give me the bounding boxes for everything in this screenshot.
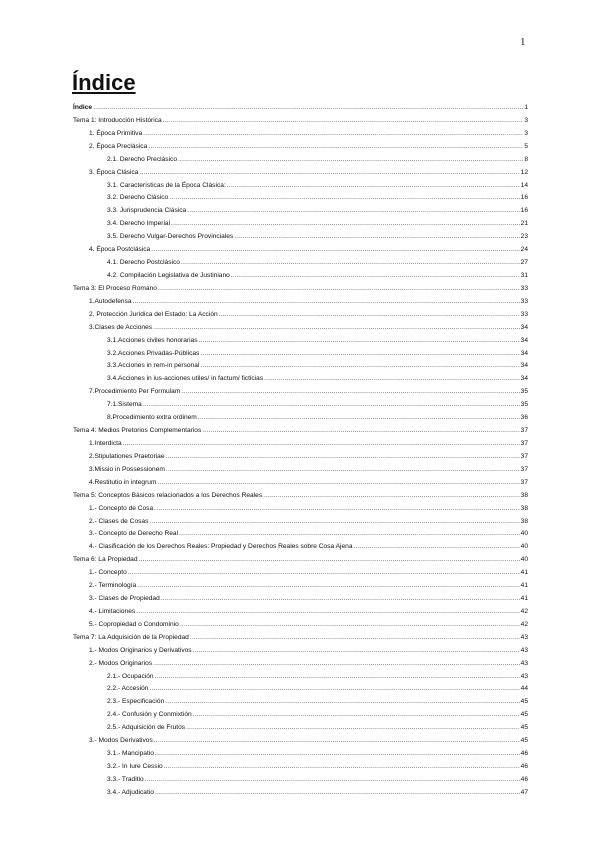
toc-entry-label: 2.5.- Adquisición de Frutos bbox=[107, 724, 186, 732]
toc-entry-page: 45 bbox=[520, 711, 528, 719]
toc-entry-label: Tema 3: El Proceso Romano bbox=[73, 284, 157, 292]
toc-entry[interactable] bbox=[73, 477, 528, 490]
dot-leader bbox=[145, 774, 520, 787]
toc-entry[interactable] bbox=[73, 567, 528, 580]
toc-entry-label: 3.4. Derecho Imperial bbox=[107, 220, 171, 228]
dot-leader bbox=[180, 619, 520, 632]
toc-entry-page: 24 bbox=[520, 246, 528, 254]
toc-entry-page: 33 bbox=[520, 284, 528, 292]
toc-entry-label: 5.- Copropiedad o Condominio bbox=[89, 620, 179, 628]
dot-leader bbox=[169, 192, 519, 205]
table-of-contents bbox=[73, 102, 528, 800]
dot-leader bbox=[181, 257, 520, 270]
toc-entry-label: 2.- Clases de Cosas bbox=[89, 517, 149, 525]
toc-entry[interactable] bbox=[73, 632, 528, 645]
toc-entry[interactable] bbox=[73, 774, 528, 787]
dot-leader bbox=[187, 205, 519, 218]
dot-leader bbox=[190, 632, 520, 645]
dot-leader bbox=[231, 270, 520, 283]
toc-entry-label: 2.3.- Especificación bbox=[107, 698, 165, 706]
toc-entry-label: 3.3.Acciones in rem-in personal bbox=[107, 362, 200, 370]
toc-entry-page: 8 bbox=[524, 155, 528, 163]
toc-entry-page: 3 bbox=[524, 116, 528, 124]
toc-entry-page: 12 bbox=[520, 168, 528, 176]
toc-entry[interactable] bbox=[73, 425, 528, 438]
toc-entry-label: 2.- Modos Originarios bbox=[89, 659, 153, 667]
toc-entry-page: 21 bbox=[520, 220, 528, 228]
toc-entry-page: 31 bbox=[520, 271, 528, 279]
toc-entry-page: 37 bbox=[520, 427, 528, 435]
dot-leader bbox=[154, 503, 520, 516]
dot-leader bbox=[133, 296, 520, 309]
dot-leader bbox=[264, 373, 520, 386]
toc-entry-page: 34 bbox=[520, 323, 528, 331]
toc-entry-page: 27 bbox=[520, 259, 528, 267]
toc-entry[interactable] bbox=[73, 619, 528, 632]
toc-entry[interactable] bbox=[73, 554, 528, 567]
toc-entry-page: 37 bbox=[520, 439, 528, 447]
dot-leader bbox=[149, 683, 519, 696]
toc-entry-page: 5 bbox=[524, 142, 528, 150]
toc-entry-label: 3.1.- Mancipatio bbox=[107, 750, 154, 758]
dot-leader bbox=[137, 580, 519, 593]
toc-entry[interactable] bbox=[73, 735, 528, 748]
toc-entry[interactable] bbox=[73, 154, 528, 167]
toc-entry[interactable] bbox=[73, 451, 528, 464]
toc-entry-page: 45 bbox=[520, 724, 528, 732]
dot-leader bbox=[199, 335, 520, 348]
toc-entry-page: 40 bbox=[520, 543, 528, 551]
toc-entry-page: 43 bbox=[520, 672, 528, 680]
toc-entry[interactable] bbox=[73, 257, 528, 270]
toc-entry-label: 3.2.Acciones Privadas-Públicas bbox=[107, 349, 200, 357]
toc-entry-page: 38 bbox=[520, 491, 528, 499]
dot-leader bbox=[165, 696, 519, 709]
toc-entry-label: 1.- Concepto bbox=[89, 569, 127, 577]
dot-leader bbox=[153, 322, 520, 335]
toc-entry[interactable] bbox=[73, 386, 528, 399]
toc-entry[interactable] bbox=[73, 399, 528, 412]
toc-entry-label: Tema 4: Medios Pretorios Complementarios bbox=[73, 427, 202, 435]
toc-entry-page: 14 bbox=[520, 181, 528, 189]
toc-entry-page: 38 bbox=[520, 517, 528, 525]
toc-entry-label: 3.3. Jurisprudencia Clásica bbox=[107, 207, 187, 215]
toc-entry-label: 1. Época Primitiva bbox=[89, 129, 143, 137]
dot-leader bbox=[166, 451, 520, 464]
toc-entry-page: 40 bbox=[520, 556, 528, 564]
dot-leader bbox=[149, 516, 519, 529]
dot-leader bbox=[202, 425, 519, 438]
toc-entry[interactable] bbox=[73, 231, 528, 244]
dot-leader bbox=[155, 787, 520, 800]
toc-entry[interactable] bbox=[73, 192, 528, 205]
toc-entry[interactable] bbox=[73, 180, 528, 193]
dot-leader bbox=[153, 658, 520, 671]
toc-entry-label: Tema 1: Introducción Histórica bbox=[73, 116, 162, 124]
toc-entry-label: Tema 5: Conceptos Básicos relacionados a los Derechos Reales bbox=[73, 491, 263, 499]
toc-entry-label: 3.5. Derecho Vulgar-Derechos Provinciales bbox=[107, 233, 234, 241]
dot-leader bbox=[178, 154, 523, 167]
dot-leader bbox=[139, 167, 519, 180]
dot-leader bbox=[164, 761, 520, 774]
toc-entry-label: 8.Procedimiento extra ordinem bbox=[107, 414, 197, 422]
toc-entry[interactable] bbox=[73, 490, 528, 503]
toc-entry[interactable] bbox=[73, 748, 528, 761]
toc-entry[interactable] bbox=[73, 309, 528, 322]
toc-entry[interactable] bbox=[73, 141, 528, 154]
toc-entry-label: 4.- Limitaciones bbox=[89, 607, 136, 615]
toc-entry[interactable] bbox=[73, 218, 528, 231]
dot-leader bbox=[179, 528, 520, 541]
dot-leader bbox=[148, 141, 523, 154]
toc-entry-page: 45 bbox=[520, 698, 528, 706]
toc-entry[interactable] bbox=[73, 128, 528, 141]
dot-leader bbox=[143, 128, 523, 141]
dot-leader bbox=[200, 360, 519, 373]
dot-leader bbox=[227, 180, 520, 193]
toc-entry-page: 37 bbox=[520, 478, 528, 486]
toc-entry-label: 2.1. Derecho Preclásico bbox=[107, 155, 178, 163]
toc-entry-page: 46 bbox=[520, 775, 528, 783]
toc-entry[interactable] bbox=[73, 322, 528, 335]
dot-leader bbox=[200, 348, 519, 361]
dot-leader bbox=[354, 541, 520, 554]
toc-entry-page: 3 bbox=[524, 129, 528, 137]
dot-leader bbox=[157, 477, 519, 490]
dot-leader bbox=[128, 567, 520, 580]
toc-entry-label: 3. Época Clásica bbox=[89, 168, 139, 176]
page-number: 1 bbox=[520, 36, 526, 48]
toc-entry-label: 2.1.- Ocupación bbox=[107, 672, 154, 680]
toc-entry[interactable] bbox=[73, 335, 528, 348]
toc-entry-label: 3.2. Derecho Clásico bbox=[107, 194, 169, 202]
toc-entry-label: 4. Época Postclásica bbox=[89, 246, 151, 254]
toc-entry-label: 2. Protección Jurídica del Estado: La Acción bbox=[89, 310, 218, 318]
toc-entry[interactable] bbox=[73, 283, 528, 296]
toc-entry-label: 3.4.Acciones in ius-acciones utiles/ in factum/ ficticias bbox=[107, 375, 264, 383]
toc-entry-page: 46 bbox=[520, 750, 528, 758]
toc-entry[interactable] bbox=[73, 167, 528, 180]
toc-entry[interactable] bbox=[73, 438, 528, 451]
toc-entry-label: 3.Missio in Possessionem bbox=[89, 465, 165, 473]
toc-entry[interactable] bbox=[73, 528, 528, 541]
toc-entry[interactable] bbox=[73, 503, 528, 516]
toc-entry[interactable] bbox=[73, 348, 528, 361]
dot-leader bbox=[139, 554, 520, 567]
toc-entry-label: 7.Procedimiento Per Formulam bbox=[89, 388, 181, 396]
toc-entry-page: 16 bbox=[520, 207, 528, 215]
dot-leader bbox=[181, 386, 519, 399]
toc-entry[interactable] bbox=[73, 671, 528, 684]
dot-leader bbox=[263, 490, 520, 503]
toc-entry-label: 2.Stipulationes Praetoriae bbox=[89, 452, 165, 460]
toc-entry[interactable] bbox=[73, 115, 528, 128]
toc-entry-page: 40 bbox=[520, 530, 528, 538]
toc-entry-label: 1.Autodefensa bbox=[89, 297, 132, 305]
toc-entry-label: 3.4.- Adjudicatio bbox=[107, 788, 154, 796]
dot-leader bbox=[163, 115, 524, 128]
toc-entry[interactable] bbox=[73, 296, 528, 309]
dot-leader bbox=[93, 102, 523, 115]
toc-entry-label: 1.Interdicta bbox=[89, 439, 122, 447]
toc-entry-label: 3.- Concepto de Derecho Real bbox=[89, 530, 179, 538]
toc-entry-page: 43 bbox=[520, 633, 528, 641]
page-title: Índice bbox=[72, 70, 136, 95]
toc-entry-page: 33 bbox=[520, 310, 528, 318]
toc-entry-page: 41 bbox=[520, 569, 528, 577]
toc-entry-label: Índice bbox=[73, 104, 93, 111]
toc-entry[interactable] bbox=[73, 412, 528, 425]
toc-entry-page: 37 bbox=[520, 465, 528, 473]
dot-leader bbox=[198, 412, 520, 425]
toc-entry[interactable] bbox=[73, 270, 528, 283]
toc-entry[interactable] bbox=[73, 516, 528, 529]
toc-entry-label: 7.1.Sistema bbox=[107, 401, 142, 409]
toc-entry[interactable] bbox=[73, 464, 528, 477]
toc-entry-label: 3.Clases de Acciones bbox=[89, 323, 153, 331]
dot-leader bbox=[155, 671, 520, 684]
dot-leader bbox=[171, 218, 520, 231]
toc-entry-label: 4.1. Derecho Postclásico bbox=[107, 259, 180, 267]
toc-entry-page: 46 bbox=[520, 763, 528, 771]
toc-entry[interactable] bbox=[73, 696, 528, 709]
toc-entry-label: 2.- Terminología bbox=[89, 582, 137, 590]
toc-entry-label: 3.- Modos Derivativos bbox=[89, 737, 153, 745]
dot-leader bbox=[186, 722, 520, 735]
toc-entry-label: 1.- Concepto de Cosa bbox=[89, 504, 154, 512]
toc-entry[interactable] bbox=[73, 658, 528, 671]
dot-leader bbox=[219, 309, 520, 322]
toc-entry-page: 44 bbox=[520, 685, 528, 693]
toc-entry-label: 2.2.- Accesión bbox=[107, 685, 149, 693]
toc-entry-page: 34 bbox=[520, 375, 528, 383]
dot-leader bbox=[151, 244, 519, 257]
toc-entry-page: 36 bbox=[520, 414, 528, 422]
dot-leader bbox=[158, 283, 520, 296]
toc-entry[interactable] bbox=[73, 102, 528, 115]
toc-entry-page: 35 bbox=[520, 401, 528, 409]
toc-entry[interactable] bbox=[73, 787, 528, 800]
dot-leader bbox=[234, 231, 519, 244]
toc-entry[interactable] bbox=[73, 709, 528, 722]
toc-entry-page: 37 bbox=[520, 452, 528, 460]
toc-entry-label: 3.2.- In Iure Cessio bbox=[107, 763, 163, 771]
toc-entry[interactable] bbox=[73, 593, 528, 606]
toc-entry[interactable] bbox=[73, 761, 528, 774]
toc-entry-page: 42 bbox=[520, 607, 528, 615]
dot-leader bbox=[143, 399, 520, 412]
toc-entry-label: 3.- Clases de Propiedad bbox=[89, 595, 160, 603]
toc-entry-label: 2.4.- Confusión y Conmixtión bbox=[107, 711, 192, 719]
dot-leader bbox=[155, 748, 520, 761]
toc-entry-label: Tema 6: La Propiedad bbox=[73, 556, 138, 564]
toc-entry-page: 34 bbox=[520, 362, 528, 370]
toc-entry[interactable] bbox=[73, 606, 528, 619]
dot-leader bbox=[154, 735, 520, 748]
toc-entry[interactable] bbox=[73, 580, 528, 593]
toc-entry-page: 33 bbox=[520, 297, 528, 305]
toc-entry[interactable] bbox=[73, 541, 528, 554]
dot-leader bbox=[193, 709, 520, 722]
toc-entry-label: 3.3.- Traditio bbox=[107, 775, 144, 783]
toc-entry-page: 1 bbox=[524, 104, 528, 111]
dot-leader bbox=[123, 438, 520, 451]
dot-leader bbox=[166, 464, 520, 477]
toc-entry-page: 45 bbox=[520, 737, 528, 745]
toc-entry-page: 42 bbox=[520, 620, 528, 628]
dot-leader bbox=[161, 593, 520, 606]
toc-entry[interactable] bbox=[73, 722, 528, 735]
toc-entry[interactable] bbox=[73, 683, 528, 696]
toc-entry-page: 23 bbox=[520, 233, 528, 241]
toc-entry-page: 34 bbox=[520, 336, 528, 344]
toc-entry-label: 3.1. Características de la Época Clásica: bbox=[107, 181, 226, 189]
toc-entry[interactable] bbox=[73, 205, 528, 218]
toc-entry-page: 41 bbox=[520, 595, 528, 603]
toc-entry-label: 4.2. Compilación Legislativa de Justiniano bbox=[107, 271, 230, 279]
toc-entry-label: 2. Época Preclásica bbox=[89, 142, 148, 150]
dot-leader bbox=[136, 606, 519, 619]
toc-entry-page: 43 bbox=[520, 659, 528, 667]
toc-entry[interactable] bbox=[73, 373, 528, 386]
toc-entry-page: 47 bbox=[520, 788, 528, 796]
toc-entry-page: 38 bbox=[520, 504, 528, 512]
toc-entry-page: 43 bbox=[520, 646, 528, 654]
toc-entry-label: 4.- Clasificación de los Derechos Reales: Propiedad y Derechos Reales sobre Cosa Ajena bbox=[89, 543, 353, 551]
toc-entry-page: 34 bbox=[520, 349, 528, 357]
toc-entry-label: Tema 7: La Adquisición de la Propiedad bbox=[73, 633, 189, 641]
toc-entry-label: 4.Restitutio in integrum bbox=[89, 478, 157, 486]
toc-entry-page: 16 bbox=[520, 194, 528, 202]
toc-entry-page: 35 bbox=[520, 388, 528, 396]
toc-entry[interactable] bbox=[73, 244, 528, 257]
toc-entry-page: 41 bbox=[520, 582, 528, 590]
toc-entry-label: 1.- Modos Originarios y Derivativos bbox=[89, 646, 192, 654]
toc-entry[interactable] bbox=[73, 645, 528, 658]
dot-leader bbox=[193, 645, 520, 658]
toc-entry-label: 3.1.Acciones civiles honorarias bbox=[107, 336, 198, 344]
toc-entry[interactable] bbox=[73, 360, 528, 373]
